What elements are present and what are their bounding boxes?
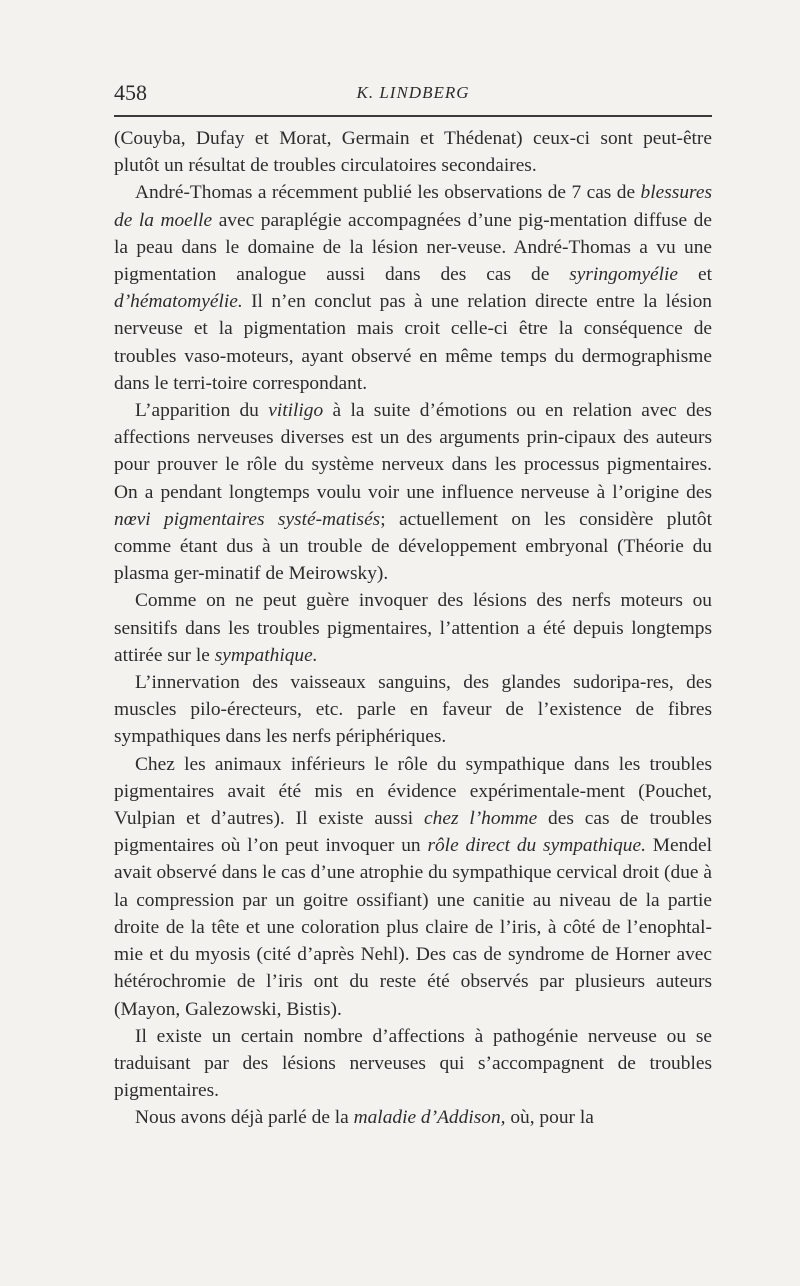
italic-run: vitiligo	[268, 400, 324, 422]
text-run: Chez les animaux inférieurs le rôle du sympathique dans les troubles pigmentaires avait été mis en évidence expérimentale-ment (Pouchet, Vulpian et d’autres). Il existe aussi	[114, 753, 712, 830]
text-run: à la suite d’émotions ou en relation avec des affections nerveuses diverses est un des arguments prin-cipaux des auteurs pour prouver le rôle du système nerveux dans les processus pigmentaires. On a pendant longtemps voulu voir une influence nerveuse à l’origine des	[114, 400, 712, 503]
text-run: L’apparition du	[135, 400, 269, 422]
paragraph	[114, 587, 712, 669]
text-run: avec paraplégie accompagnées d’une pig-mentation diffuse de la peau dans le domaine de la lésion ner-veuse. André-Thomas a vu une pigmentation analogue aussi dans des cas de	[114, 209, 712, 286]
text-run: et	[678, 264, 712, 286]
paragraph	[114, 179, 712, 397]
text-run: Il n’en conclut pas à une relation directe entre la lésion nerveuse et la pigmentation mais croit celle-ci être la conséquence de troubles vaso-moteurs, ayant observé en même temps du dermographisme dans le terri-toire correspondant.	[114, 291, 712, 394]
italic-run: chez l’homme	[424, 808, 538, 830]
text-run: Mendel avait observé dans le cas d’une atrophie du sympathique cervical droit (due à la compression par un goitre ossifiant) une canitie au niveau de la partie droite de la tête et une coloration plus claire de l’iris, à côté de l’enophtal-mie et du myosis (cité d’après Nehl). Des cas de syndrome de Horner avec hétérochromie de l’iris ont du reste été observés par plusieurs auteurs (Mayon, Galezowski, Bistis).	[114, 835, 712, 1020]
text-run: André-Thomas a récemment publié les observations de 7 cas de	[135, 182, 641, 204]
italic-run: maladie d’Addison,	[353, 1107, 506, 1129]
paragraph	[114, 1104, 712, 1131]
text-run: Nous avons déjà parlé de la	[135, 1107, 354, 1129]
text-run: des cas de troubles pigmentaires où l’on peut invoquer un	[114, 808, 712, 857]
italic-run: sympathique.	[214, 644, 318, 666]
page-number: 458	[114, 80, 147, 105]
text-run: (Couyba, Dufay et Morat, Germain et Thédenat) ceux-ci sont peut-être plutôt un résultat de troubles circulatoires secondaires.	[114, 128, 712, 177]
paragraph	[114, 397, 712, 587]
paragraph	[114, 1023, 712, 1105]
italic-run: rôle direct du sympathique.	[427, 835, 646, 857]
paragraph	[114, 669, 712, 751]
text-run: Comme on ne peut guère invoquer des lésions des nerfs moteurs ou sensitifs dans les troubles pigmentaires, l’attention a été depuis longtemps attirée sur le	[114, 590, 712, 666]
body-text	[114, 125, 712, 1132]
header-rule	[114, 115, 712, 117]
text-run: Il existe un certain nombre d’affections à pathogénie nerveuse ou se traduisant par des lésions nerveuses qui s’accompagnent de troubles pigmentaires.	[114, 1025, 712, 1102]
text-run: où, pour la	[505, 1107, 594, 1129]
italic-run: blessures de la moelle	[114, 182, 712, 231]
italic-run: syringomyélie	[569, 264, 679, 286]
running-head: K. LINDBERG	[356, 83, 470, 102]
italic-run: nœvi pigmentaires systé-matisés	[114, 508, 381, 530]
text-run: ; actuellement on les considère plutôt comme étant dus à un trouble de développement embryonal (Théorie du plasma ger-minatif de Meirowsky).	[114, 508, 713, 585]
page-header	[114, 80, 712, 110]
italic-run: d’hématomyélie.	[114, 291, 243, 313]
text-run: L’innervation des vaisseaux sanguins, des glandes sudoripa-res, des muscles pilo-érecteurs, etc. parle en faveur de l’existence de fibres sympathiques dans les nerfs périphériques.	[114, 672, 712, 748]
paragraph	[114, 751, 712, 1023]
paragraph	[114, 125, 712, 179]
